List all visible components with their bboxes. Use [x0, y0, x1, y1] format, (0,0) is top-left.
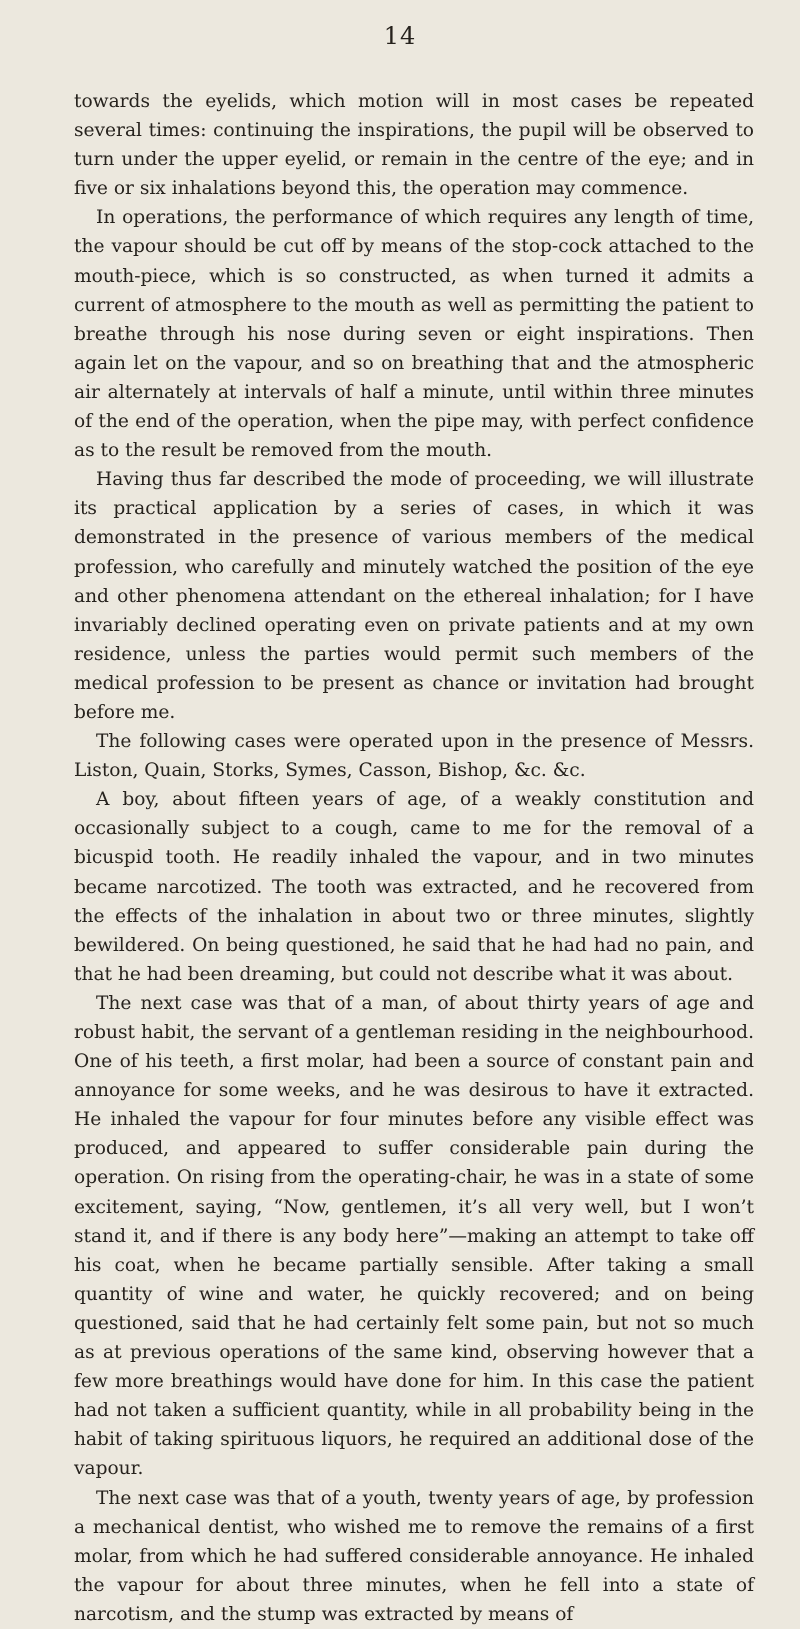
paragraph-continuation: towards the eyelids, which motion will in most cases be repeated several times: continuing the inspirations, the pupil will be observed to turn under the upper eyelid, or remain in the centre of the eye; and in five or six inhalations beyond this, the operation may commence.	[74, 91, 754, 200]
page-number: 14	[383, 22, 417, 50]
paragraph-stop-cock: In operations, the performance of which requires any length of time, the vapour should be cut off by means of the stop-cock attached to the mouth-piece, which is so constructed, as when turned it admits a current of atmosphere to the mouth as well as permitting the patient to breathe through his nose during seven or eight inspirations. Then again let on the vapour, and so on breathing that and the atmospheric air alternately at intervals of half a minute, until within three minutes of the end of the operation, when the pipe may, with perfect confidence as to the result be removed from the mouth.	[74, 207, 754, 462]
paragraph-case-youth: The next case was that of a youth, twenty years of age, by profession a mechanical dentist, who wished me to remove the remains of a first molar, from which he had suffered considerable annoyance. He inhaled the vapour for about three minutes, when he fell into a state of narcotism, and the stump was extracted by means of	[74, 1487, 754, 1625]
body-text	[74, 87, 754, 1629]
paragraph-cases-intro: Having thus far described the mode of proceeding, we will illustrate its practical application by a series of cases, in which it was demonstrated in the presence of various members of the medical profession, who carefully and minutely watched the position of the eye and other phenomena attendant on the ethereal inhalation; for I have invariably declined operating even on private patients and at my own residence, unless the parties would permit such members of the medical profession to be present as chance or invitation had brought before me.	[74, 469, 754, 723]
paragraph-case-man: The next case was that of a man, of about thirty years of age and robust habit, the servant of a gentleman residing in the neighbourhood. One of his teeth, a first molar, had been a source of constant pain and annoyance for some weeks, and he was desirous to have it extracted. He inhaled the vapour for four minutes before any visible effect was produced, and appeared to suffer considerable pain during the operation. On rising from the operating-chair, he was in a state of some excitement, saying, “Now, gentlemen, it’s all very well, but I won’t stand it, and if there is any body here”—making an attempt to take off his coat, when he became partially sensible. After taking a small quantity of wine and water, he quickly recovered; and on being questioned, said that he had certainly felt some pain, but not so much as at previous operations of the same kind, observing however that a few more breathings would have done for him. In this case the patient had not taken a sufficient quantity, while in all probability being in the habit of taking spirituous liquors, he required an additional dose of the vapour.	[74, 992, 754, 1480]
paragraph-witnesses: The following cases were operated upon in the presence of Messrs. Liston, Quain, Storks, Symes, Casson, Bishop, &c. &c.	[74, 731, 754, 782]
paragraph-case-boy: A boy, about fifteen years of age, of a weakly constitution and occasionally subject to a cough, came to me for the removal of a bicuspid tooth. He readily inhaled the vapour, and in two minutes became narcotized. The tooth was extracted, and he recovered from the effects of the inhalation in about two or three minutes, slightly bewildered. On being questioned, he said that he had had no pain, and that he had been dreaming, but could not describe what it was about.	[74, 789, 754, 985]
